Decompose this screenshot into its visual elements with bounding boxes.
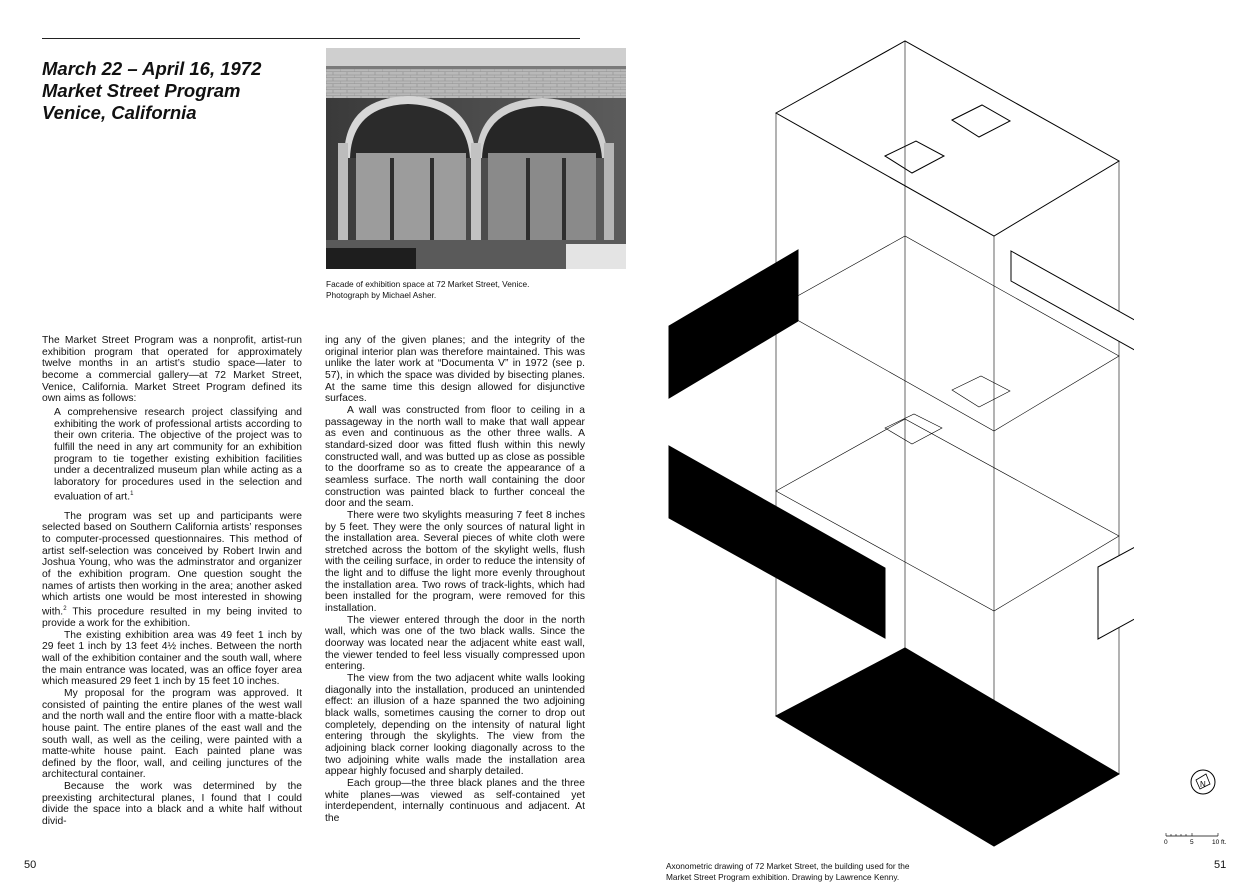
top-rule <box>42 38 580 39</box>
paragraph: A wall was constructed from floor to ceiling in a passageway in the north wall to make that wall appear as even and continuous as the other three walls. A standard-sized door was fitted flush within this newly constructed wall, and was butted up as close as possible to the doorframe so as to create the appearance of a seamless surface. The north wall containing the door construction was painted black to further conceal the door and the seam. <box>325 404 585 510</box>
paragraph: Each group—the three black planes and the three white planes—was viewed as self-contained yet interdependent, internally continuous and adjacent. At the <box>325 777 585 824</box>
facade-photo <box>326 48 626 269</box>
paragraph: There were two skylights measuring 7 feet 8 inches by 5 feet. They were the only sources of natural light in the installation area. Several pieces of white cloth were stretched across the bottom of the skylight wells, flush with the ceiling surface, in order to reduce the intensity of the light and to diffuse the light more evenly throughout the installation area. Two rows of track-lights, which had been installed for the program, were removed for this installation. <box>325 509 585 615</box>
page-number-left: 50 <box>24 859 37 871</box>
page-title <box>42 58 312 124</box>
photo-caption <box>326 279 626 301</box>
drawing-caption <box>666 861 986 882</box>
paragraph-text: The program was set up and participants were selected based on Southern California artists’ responses to computer-processed questionnaires. This method of artist self-selection was conceived by Robert Irwin and Joshua Young, who was the adminstrator and organizer of the exhibition program. One question sought the names of artists then working in the area; another asked which artists one would be most interested in showing with. <box>42 510 302 618</box>
paragraph: My proposal for the program was approved. It consisted of painting the entire planes of the west wall and the north wall and the entire floor with a matte-black house paint. The entire planes of the east wall and the south wall, as well as the ceiling, were painted with a matte-white house paint. Each painted plane was defined by the floor, wall, and ceiling junctures of the architectural container. <box>42 687 302 781</box>
footnote-ref: 2 <box>63 605 67 612</box>
floor-black <box>776 648 1119 846</box>
ceiling-plane <box>776 41 1119 236</box>
text-column-right <box>325 335 585 825</box>
paragraph: ing any of the given planes; and the integrity of the original interior plan was therefore maintained. This was unlike the later work at “Documenta V” in 1972 (see p. 57), in which the space was divided by bisecting planes. At the same time this design allowed for disjunctive surfaces. <box>325 335 585 405</box>
paragraph: Because the work was determined by the preexisting architectural planes, I found that I could divide the space into a black and a white half without divid- <box>42 781 302 828</box>
block-quote <box>54 407 302 503</box>
axonometric-drawing <box>664 36 1134 856</box>
north-arrow-icon <box>1189 768 1217 801</box>
east-wall-white <box>1011 251 1134 401</box>
compass-label: N <box>1200 780 1206 789</box>
drawing-caption-line: Axonometric drawing of 72 Market Street, the building used for the <box>666 861 910 871</box>
paragraph: The existing exhibition area was 49 feet 1 inch by 29 feet 1 inch by 13 feet 4½ inches. Between the north wall of the exhibition container and the south wall, where the main entrance was located, was an office foyer area which measured 29 feet 1 inch by 15 feet 10 inches. <box>42 629 302 688</box>
scale-bar <box>1160 828 1235 850</box>
south-wall-white <box>1098 498 1134 639</box>
title-location: Venice, California <box>42 102 197 123</box>
paragraph <box>42 511 302 630</box>
paragraph: The view from the two adjacent white walls looking diagonally into the installation, produced an unintended effect: an illusion of a haze spanned the two adjoining black walls, sometimes causing the corner to drop out completely, depending on the intensity of natural light entering through the skylights. The view from the adjoining black corner looking diagonally across to the two adjoining white walls made the installation area appear highly focused and sharply detailed. <box>325 673 585 778</box>
page-number-right: 51 <box>1214 859 1227 871</box>
north-wall-black <box>669 446 885 638</box>
text-column-left <box>42 335 302 828</box>
title-program: Market Street Program <box>42 80 241 101</box>
scale-label-5: 5 <box>1190 839 1194 846</box>
photo-caption-line: Photograph by Michael Asher. <box>326 290 437 300</box>
title-dates: March 22 – April 16, 1972 <box>42 58 262 79</box>
paragraph: The Market Street Program was a nonprofit, artist-run exhibition program that operated for approximately twelve months in an artist’s studio space—later to become a commercial gallery—at 72 Market Street, Venice, California. Market Street Program defined its own aims as follows: <box>42 335 302 405</box>
paragraph: The viewer entered through the door in the north wall, which was one of the two black walls. Since the doorway was located near the adjacent white east wall, the viewer tended to feel less visually compressed upon entering. <box>325 614 585 673</box>
quote-text: A comprehensive research project classifying and exhibiting the work of professional artists according to their own criteria. The objective of the project was to fulfill the need in any art community for an exhibition program to tie together existing exhibition facilities under a decentralized museum plan while acting as a laboratory for procedures used in the selection and evaluation of art. <box>54 406 302 502</box>
scale-label-0: 0 <box>1164 839 1168 846</box>
photo-caption-line: Facade of exhibition space at 72 Market Street, Venice. <box>326 279 530 289</box>
scale-label-10: 10 ft. <box>1212 839 1227 846</box>
west-wall-black <box>669 250 798 398</box>
footnote-ref: 1 <box>130 490 134 497</box>
drawing-caption-line: Market Street Program exhibition. Drawing by Lawrence Kenny. <box>666 871 900 882</box>
paragraph-text: This procedure resulted in my being invited to provide a work for the exhibition. <box>42 606 302 629</box>
